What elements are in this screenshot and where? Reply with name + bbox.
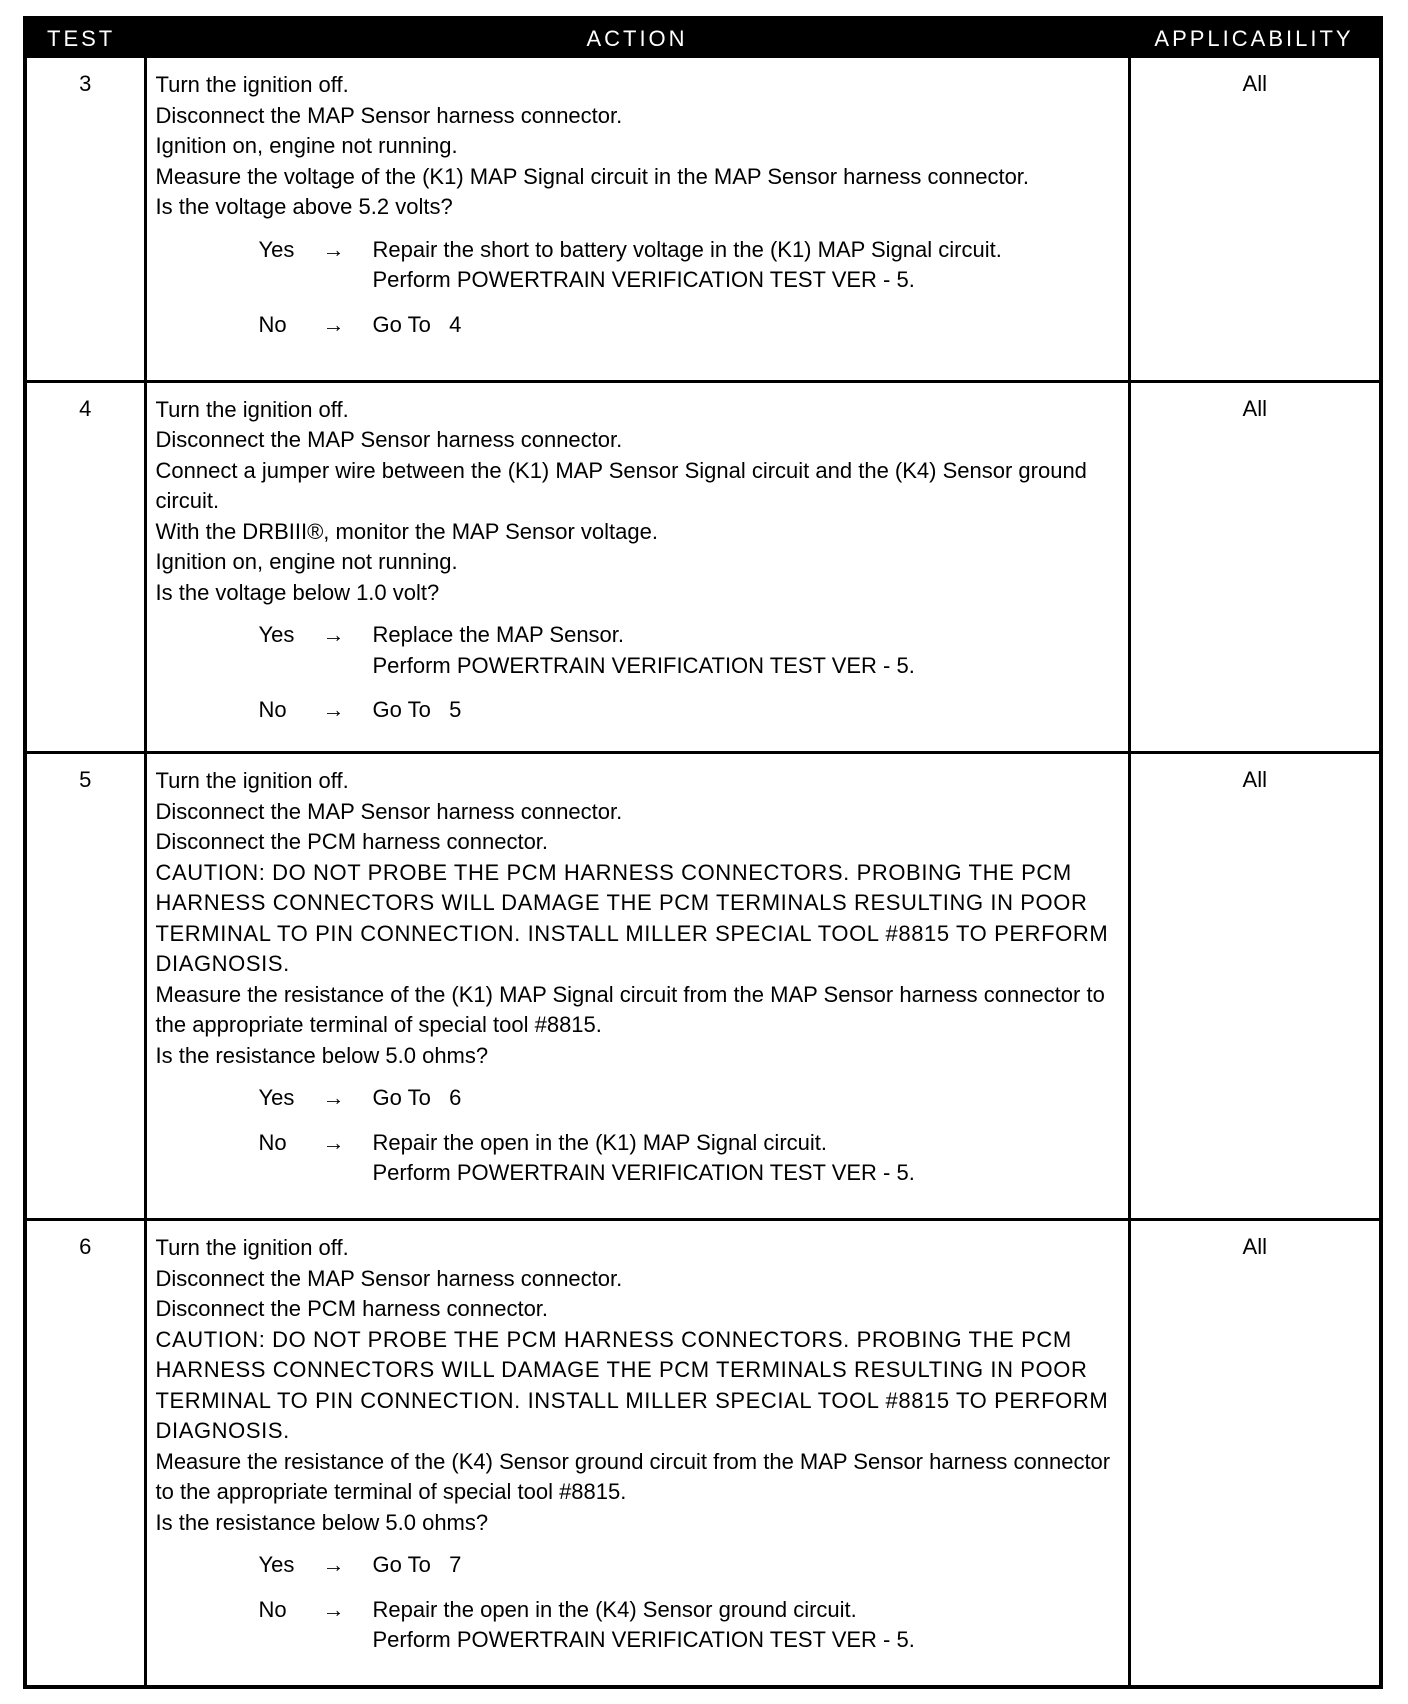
answer-result: [373, 1128, 1120, 1189]
result-line: Repair the open in the (K1) MAP Signal circuit.: [372, 1129, 827, 1155]
answer-label: Yes: [258, 1085, 295, 1111]
table-body: [27, 58, 1379, 1685]
arrow-right-icon: →: [322, 1129, 345, 1155]
table-row: [27, 753, 1379, 1220]
answer-yes: [156, 1550, 1120, 1581]
result-line: Replace the MAP Sensor.: [372, 622, 625, 648]
caution-text: CAUTION: DO NOT PROBE THE PCM HARNESS CONNECTORS. PROBING THE PCM HARNESS CONNECTORS WILL DAMAGE THE PCM TERMINALS RESULTING IN POOR TERMINAL TO PIN CONNECTION. INSTALL MILLER SPECIAL TOOL #8815 TO PERFORM DIAGNOSIS.: [155, 1326, 1109, 1444]
action-step: Ignition on, engine not running.: [155, 549, 458, 575]
header-test: TEST: [27, 20, 145, 58]
applicability-value: All: [1129, 381, 1379, 752]
answer-yes: [156, 1083, 1120, 1114]
answer-no: [156, 1128, 1120, 1189]
answer-no: [156, 1595, 1120, 1656]
arrow-right-icon: →: [322, 1085, 345, 1111]
answer-result: [373, 235, 1120, 296]
result-line: Repair the open in the (K4) Sensor ground circuit.: [372, 1596, 857, 1622]
table-row: [27, 381, 1379, 752]
action-cell: [145, 381, 1129, 752]
header-action: ACTION: [145, 20, 1129, 58]
applicability-value: All: [1129, 753, 1379, 1220]
answer-result: [373, 620, 1120, 681]
action-step: Turn the ignition off.: [155, 72, 349, 97]
caution-text: CAUTION: DO NOT PROBE THE PCM HARNESS CONNECTORS. PROBING THE PCM HARNESS CONNECTORS WILL DAMAGE THE PCM TERMINALS RESULTING IN POOR TERMINAL TO PIN CONNECTION. INSTALL MILLER SPECIAL TOOL #8815 TO PERFORM DIAGNOSIS.: [155, 859, 1109, 977]
answer-label: Yes: [258, 1552, 295, 1578]
action-cell: [145, 753, 1129, 1220]
action-step: Disconnect the PCM harness connector.: [155, 829, 549, 855]
answer-list: [156, 620, 1120, 726]
arrow-right-icon: →: [322, 622, 345, 648]
table-row: [27, 58, 1379, 381]
answer-label: Yes: [258, 236, 295, 262]
answer-label: No: [258, 1596, 287, 1622]
action-step: Connect a jumper wire between the (K1) MAP Sensor Signal circuit and the (K4) Sensor ground circuit.: [155, 457, 1087, 514]
result-line: Go To 6: [372, 1085, 462, 1111]
answer-label: Yes: [258, 622, 295, 648]
test-number: 5: [27, 753, 145, 1220]
action-cell: [145, 58, 1129, 381]
result-line: Perform POWERTRAIN VERIFICATION TEST VER - 5.: [372, 1627, 915, 1653]
test-number: 3: [79, 71, 92, 96]
result-line: Perform POWERTRAIN VERIFICATION TEST VER - 5.: [372, 267, 915, 292]
result-line: Go To 4: [372, 311, 462, 337]
action-step: Disconnect the PCM harness connector.: [155, 1296, 549, 1322]
answer-yes: [156, 235, 1120, 296]
action-step: Disconnect the MAP Sensor harness connector.: [155, 102, 623, 128]
applicability-value: All: [1129, 1220, 1379, 1685]
table-header: [27, 20, 1379, 58]
result-line: Perform POWERTRAIN VERIFICATION TEST VER - 5.: [372, 1160, 915, 1186]
action-step: Disconnect the MAP Sensor harness connector.: [155, 427, 623, 453]
action-step: Is the voltage below 1.0 volt?: [155, 579, 440, 605]
result-line: Go To 7: [372, 1552, 462, 1578]
test-number: 4: [27, 381, 145, 752]
action-step: Is the resistance below 5.0 ohms?: [155, 1042, 489, 1068]
action-step: Turn the ignition off.: [155, 396, 349, 422]
action-step: Disconnect the MAP Sensor harness connector.: [155, 1265, 623, 1291]
action-step: Turn the ignition off.: [155, 768, 349, 794]
answer-result: [373, 1550, 1120, 1581]
diagnostic-test-table: [23, 16, 1383, 1689]
result-line: Perform POWERTRAIN VERIFICATION TEST VER - 5.: [372, 652, 915, 678]
answer-list: [156, 235, 1120, 341]
answer-list: [156, 1083, 1120, 1189]
header-applicability: APPLICABILITY: [1129, 20, 1379, 58]
arrow-right-icon: →: [322, 1552, 345, 1578]
action-step: Measure the resistance of the (K4) Sensor ground circuit from the MAP Sensor harness connector to the appropriate terminal of special tool #8815.: [155, 1448, 1111, 1505]
answer-label: No: [258, 311, 287, 337]
answer-result: [373, 695, 1120, 726]
action-step: Measure the voltage of the (K1) MAP Signal circuit in the MAP Sensor harness connector.: [155, 163, 1030, 189]
answer-yes: [156, 620, 1120, 681]
test-number: 6: [27, 1220, 145, 1685]
action-step: Is the resistance below 5.0 ohms?: [155, 1509, 489, 1535]
applicability-value: All: [1129, 58, 1379, 381]
action-step: Is the voltage above 5.2 volts?: [155, 194, 453, 219]
answer-result: [373, 310, 1120, 341]
action-step: With the DRBIII®, monitor the MAP Sensor voltage.: [155, 518, 658, 544]
answer-no: [156, 310, 1120, 341]
answer-result: [373, 1595, 1120, 1656]
table-row: [27, 1220, 1379, 1685]
answer-label: No: [258, 697, 287, 723]
answer-list: [156, 1550, 1120, 1656]
arrow-right-icon: →: [322, 236, 345, 262]
answer-label: No: [258, 1129, 287, 1155]
result-line: Repair the short to battery voltage in the (K1) MAP Signal circuit.: [372, 236, 1002, 262]
arrow-right-icon: →: [322, 697, 345, 723]
action-step: Ignition on, engine not running.: [155, 133, 458, 158]
answer-result: [373, 1083, 1120, 1114]
answer-no: [156, 695, 1120, 726]
result-line: Go To 5: [372, 697, 462, 723]
test-table: [27, 20, 1379, 1685]
action-step: Turn the ignition off.: [155, 1235, 349, 1261]
action-step: Measure the resistance of the (K1) MAP Signal circuit from the MAP Sensor harness connector to the appropriate terminal of special tool #8815.: [155, 981, 1105, 1038]
arrow-right-icon: →: [322, 311, 345, 337]
action-cell: [145, 1220, 1129, 1685]
arrow-right-icon: →: [322, 1596, 345, 1622]
action-step: Disconnect the MAP Sensor harness connector.: [155, 798, 623, 824]
